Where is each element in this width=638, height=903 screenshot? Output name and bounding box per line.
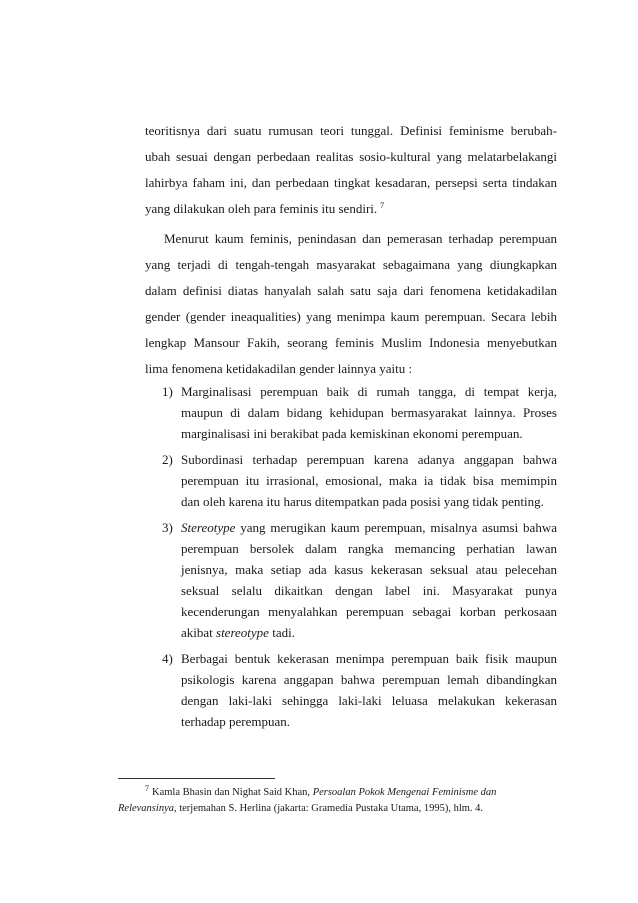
paragraph-line: teoritisnya dari suatu rumusan teori tunggal. Definisi feminisme berubah- <box>145 123 557 138</box>
paragraph-line: dalam definisi diatas hanyalah salah satu saja dari fenomena ketidakadilan <box>145 283 557 298</box>
paragraph-text: yang dilakukan oleh para feminis itu sendiri. <box>145 201 378 216</box>
list-text: akibat <box>181 625 217 640</box>
list-line: Marginalisasi perempuan baik di rumah tangga, di tempat kerja, <box>181 384 557 399</box>
paragraph-line: ubah sesuai dengan perbedaan realitas sosio-kultural yang melatarbelakangi <box>145 149 557 164</box>
list-line: maupun di dalam bidang kehidupan bermasyarakat lainnya. Proses <box>181 405 557 420</box>
list-line: dan oleh karena itu harus ditempatkan pada posisi yang tidak penting. <box>181 494 544 509</box>
paragraph-line: lahirbya faham ini, dan perbedaan tingkat kesadaran, persepsi serta tindakan <box>145 175 557 190</box>
list-line: marginalisasi ini berakibat pada kemiskinan ekonomi perempuan. <box>181 426 523 441</box>
list-text: yang merugikan kaum perempuan, misalnya asumsi bahwa <box>235 520 557 535</box>
footnote-text: Kamla Bhasin dan Nighat Said Khan, <box>152 787 313 798</box>
paragraph-line: gender (gender ineaqualities) yang menimpa kaum perempuan. Secara lebih <box>145 309 557 324</box>
list-line: jenisnya, maka setiap ada kasus kekerasan seksual atau pelecehan <box>181 562 557 577</box>
paragraph-line: yang terjadi di tengah-tengah masyarakat sebagaimana yang diungkapkan <box>145 257 557 272</box>
paragraph-line: Menurut kaum feminis, penindasan dan pemerasan terhadap perempuan <box>164 231 557 246</box>
paragraph-line: lima fenomena ketidakadilan gender lainnya yaitu : <box>145 361 413 376</box>
footnote-separator <box>118 778 275 779</box>
footnote-line <box>118 802 483 815</box>
list-text: tadi. <box>268 625 295 640</box>
list-number: 2) <box>162 452 173 467</box>
list-line: terhadap perempuan. <box>181 714 291 729</box>
italic-term: Stereotype <box>181 520 236 535</box>
footnote-text: terjemahan S. Herlina (jakarta: Gramedia Pustaka Utama, 1995), hlm. 4. <box>176 803 484 814</box>
list-line: psikologis karena anggapan bahwa perempuan lemah dibandingkan <box>181 672 557 687</box>
list-line: perempuan itu irrasional, emosional, maka ia tidak bisa memimpin <box>181 473 557 488</box>
list-line: dengan laki-laki sehingga laki-laki leluasa melakukan kekerasan <box>181 693 557 708</box>
list-line: perempuan bersolek dalam rangka memancing perhatian lawan <box>181 541 557 556</box>
list-line: Berbagai bentuk kekerasan menimpa perempuan baik fisik maupun <box>181 651 557 666</box>
list-line: seksual selalu dikaitkan dengan label ini. Masyarakat punya <box>181 583 557 598</box>
list-line <box>181 519 557 536</box>
list-line <box>181 624 557 641</box>
paragraph-line: lengkap Mansour Fakih, seorang feminis Muslim Indonesia menyebutkan <box>145 335 557 350</box>
list-line: Subordinasi terhadap perempuan karena adanya anggapan bahwa <box>181 452 557 467</box>
list-number: 3) <box>162 520 173 535</box>
footnote-title: Relevansinya, <box>118 803 177 814</box>
footnote-number: 7 <box>145 783 149 793</box>
footnote-line <box>145 783 497 799</box>
footnote-reference: 7 <box>380 200 385 210</box>
footnote-title: Persoalan Pokok Mengenai Feminisme dan <box>312 787 497 798</box>
list-line: kecenderungan menyalahkan perempuan sebagai korban perkosaan <box>181 604 557 619</box>
list-number: 4) <box>162 651 173 666</box>
list-number: 1) <box>162 384 173 399</box>
italic-term: stereotype <box>216 625 269 640</box>
paragraph-line <box>145 200 557 217</box>
